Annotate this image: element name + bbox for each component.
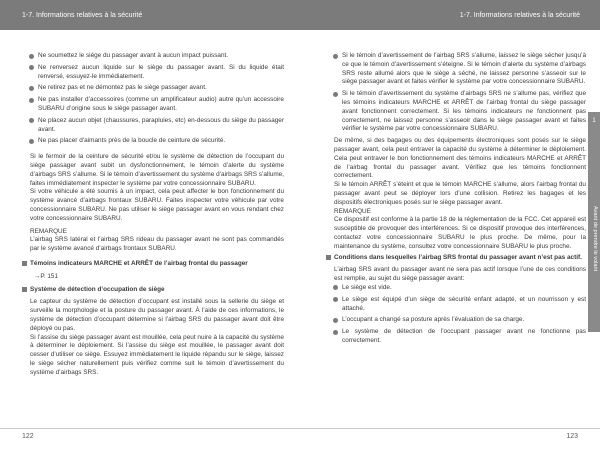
right-column — [326, 52, 586, 349]
list-item: Ne retirez pas et ne démontez pas le siège passager avant. — [22, 84, 284, 93]
paragraph: Si le témoin ARRÊT s’éteint et que le témoin MARCHE s’allume, alors l’airbag frontal du passager avant peut se déployer lors d’une collision. Retirez les bagages et les dispositifs électroniques posés sur le siège passager avant. — [334, 181, 586, 206]
list-item: Le siège est vide. — [326, 284, 586, 293]
square-bullet-icon — [22, 287, 27, 292]
list-item: Ne soumettez le siège du passager avant à aucun impact puissant. — [22, 52, 284, 61]
bullet-icon — [333, 330, 338, 335]
bullet-icon — [333, 54, 338, 59]
list-item: Le système de détection de l’occupant passager avant ne fonctionne pas correctement. — [326, 328, 586, 346]
page-footer — [0, 428, 600, 450]
bullet-icon — [29, 86, 34, 91]
paragraph: Si votre véhicule a été soumis à un impact, cela peut affecter le bon fonctionnement du système avancé d’airbags frontaux SUBARU. Faites inspecter votre véhicule par votre concessionnaire SUBARU. Ne pas utiliser le siège passager avant en vous rendant chez votre concessionnaire SUBARU. — [30, 188, 284, 222]
list-item: Si le témoin d’avertissement du système d’airbags SRS ne s’allume pas, vérifiez que les témoins indicateurs MARCHE et ARRÊT de l’airbag frontal du siège passager avant fonctionnent correctement. Si les témoins indicateurs ne fonctionnent pas correctement, ne laissez personne s’asseoir dans le siège passager avant et faites vérifier le système par votre concessionnaire SUBARU. — [326, 90, 586, 134]
footer-divider — [0, 428, 600, 429]
section-heading: Système de détection d’occupation de siège — [22, 286, 284, 295]
paragraph: L’airbag SRS avant du passager avant ne sera pas actif lorsque l’une de ces conditions est remplie, au sujet du siège passager avant: — [334, 266, 586, 283]
page-header — [0, 0, 600, 30]
remarque-label: REMARQUE — [334, 207, 371, 215]
section-heading: Conditions dans lesquelles l’airbag SRS frontal du passager avant n’est pas actif. — [326, 254, 586, 263]
section-heading: Témoins indicateurs MARCHE et ARRÊT de l’airbag frontal du passager — [22, 260, 284, 269]
bullet-icon — [29, 139, 34, 144]
bullet-icon — [29, 98, 34, 103]
remarque-text: Ce dispositif est conforme à la partie 18 de la réglementation de la FCC. Cet appareil est susceptible de provoquer des interférences. Si ce dispositif provoque des interférences, contactez votre concessionnaire SUBARU le plus proche. De même, pour la maintenance du système, consultez votre concessionnaire SUBARU le plus proche. — [334, 216, 586, 250]
page-reference-link[interactable]: →P. 151 — [34, 272, 59, 280]
bullet-icon — [333, 318, 338, 323]
paragraph: Le capteur du système de détection d’occupant est installé sous la sellerie du siège et surveille la morphologie et la posture du passager avant. À l’aide de ces informations, le système de détection d’occupant détermine si l’airbag SRS du passager avant doit être déployé ou pas. — [30, 298, 284, 332]
chapter-label: Avant de prendre le volant — [592, 206, 598, 272]
paragraph: Si le fermoir de la ceinture de sécurité et/ou le système de détection de l’occupant du siège passager avant subit un dysfonctionnement, le témoin d’alerte du système d’airbags SRS s’allume. Si le témoin d’avertissement du système d’airbags SRS s’allume, faites immédiatement inspecter le système par votre concessionnaire SUBARU. — [30, 153, 284, 187]
bullet-icon — [29, 118, 34, 123]
remarque-label: REMARQUE — [30, 227, 67, 235]
paragraph: De même, si des bagages ou des équipements électroniques sont posés sur le siège passager avant, cela peut entraver la capacité du système à déterminer le déploiement. Cela peut entraver le bon fonctionnement des témoins indicateurs MARCHE et ARRÊT de l’airbag frontal du passager avant. Vérifiez que les témoins fonctionnent correctement. — [334, 137, 586, 180]
bullet-icon — [333, 285, 338, 290]
bullet-icon — [333, 297, 338, 302]
header-title-left: 1-7. Informations relatives à la sécurité — [22, 12, 143, 19]
list-item: Ne renversez aucun liquide sur le siège du passager avant. Si du liquide était renversé, essuyez-le immédiatement. — [22, 64, 284, 82]
bullet-icon — [29, 65, 34, 70]
list-item: Ne pas placer d’aimants près de la boucle de ceinture de sécurité. — [22, 137, 284, 146]
page-number-right: 123 — [566, 433, 578, 440]
square-bullet-icon — [326, 255, 331, 260]
square-bullet-icon — [22, 261, 27, 266]
list-item: L’occupant a changé sa posture après l’évaluation de sa charge. — [326, 316, 586, 325]
list-item: Ne pas installer d’accessoires (comme un amplificateur audio) autre qu’un accessoire SUBARU d’origine sous le siège passager avant. — [22, 96, 284, 114]
left-column — [22, 52, 284, 378]
paragraph: Si l’assise du siège passager avant est mouillée, cela peut nuire à la capacité du système à déterminer le déploiement. Si l’assise du siège est mouillée, le passager avant doit cesser d’utiliser ce siège. Essuyez immédiatement le liquide répandu sur le siège, laissez le siège sécher naturellement puis vérifiez comme suit le témoin d’avertissement du système d’airbags SRS. — [30, 333, 284, 376]
bullet-icon — [29, 54, 34, 59]
chapter-number: 1 — [592, 118, 596, 124]
header-title-right: 1-7. Informations relatives à la sécurité — [459, 12, 580, 19]
bullet-icon — [333, 92, 338, 97]
remarque-text: L’airbag SRS latéral et l’airbag SRS rideau du passager avant ne sont pas commandés par le système avancé d’airbags frontaux SUBARU. — [30, 236, 284, 253]
page-number-left: 122 — [22, 433, 34, 440]
list-item: Ne placez aucun objet (chaussures, parapluies, etc) en-dessous du siège du passager avant. — [22, 117, 284, 135]
list-item: Le siège est équipé d’un siège de sécurité enfant adapté, et un nourrisson y est attaché. — [326, 296, 586, 314]
list-item: Si le témoin d’avertissement de l’airbag SRS s’allume, laissez le siège sécher jusqu’à ce que le témoin d’avertissement s’éteigne. Si le témoin d’alerte du système d’airbags SRS reste allumé alors que le siège a séché, ne laissez personne s’asseoir sur le siège passager avant et faites vérifier le système par votre concessionnaire SUBARU. — [326, 52, 586, 87]
